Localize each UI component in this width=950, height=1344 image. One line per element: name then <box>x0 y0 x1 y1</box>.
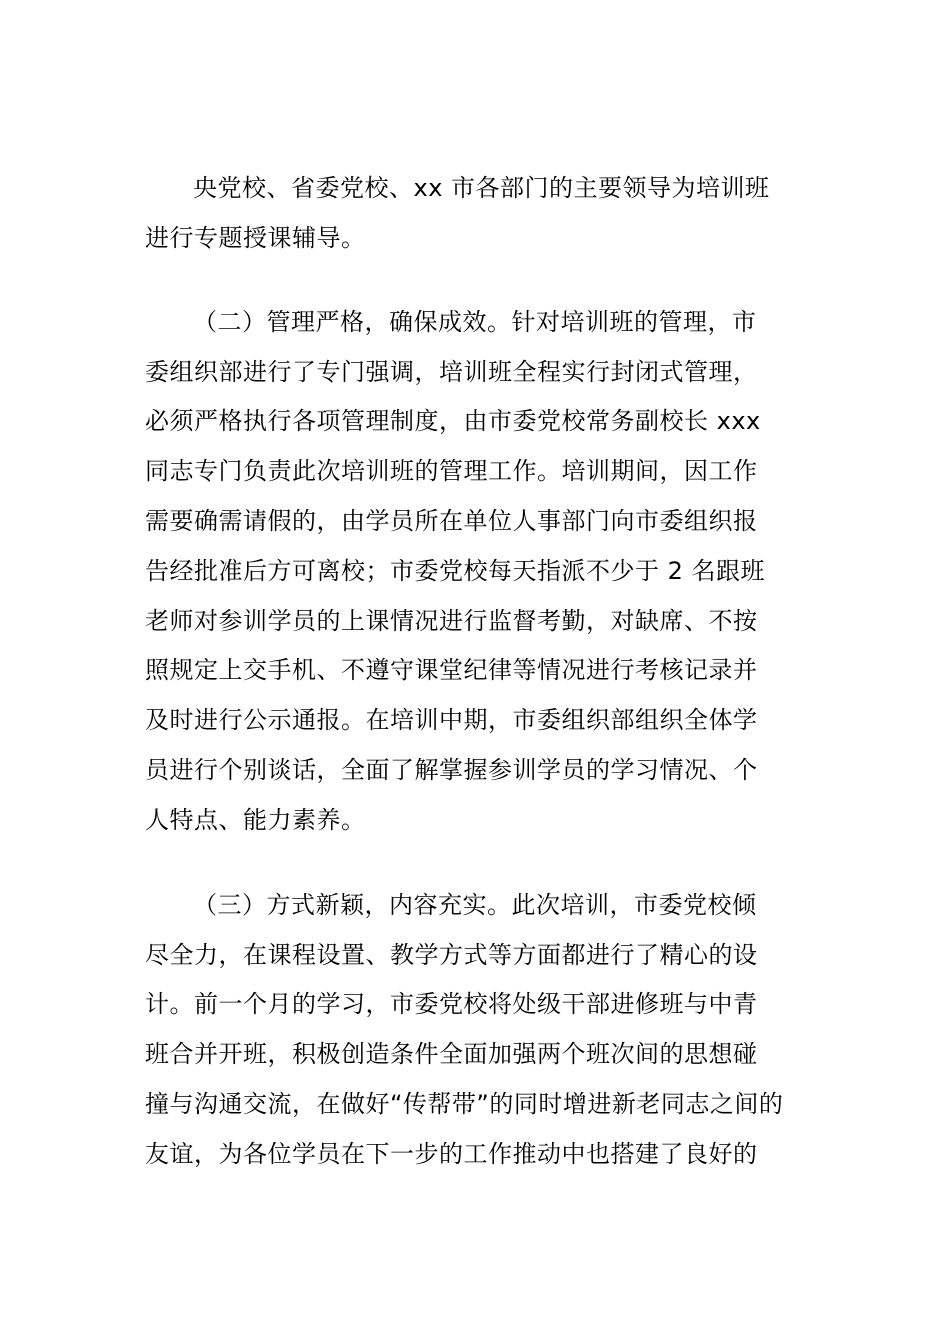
paragraph-2-line-2: 委组织部进行了专门强调，培训班全程实行封闭式管理， <box>145 358 758 386</box>
paragraph-1-line-2: 进行专题授课辅导。 <box>145 224 366 252</box>
paragraph-2-line-7: 老师对参训学员的上课情况进行监督考勤，对缺席、不按 <box>145 607 758 635</box>
paragraph-2-line-8: 照规定上交手机、不遵守课堂纪律等情况进行考核记录并 <box>145 656 758 684</box>
paragraph-3-line-6: 友谊，为各位学员在下一步的工作推动中也搭建了良好的 <box>145 1140 758 1168</box>
paragraph-2-line-9: 及时进行公示通报。在培训中期，市委组织部组织全体学 <box>145 706 758 734</box>
paragraph-3-line-5: 撞与沟通交流，在做好“传帮带”的同时增进新老同志之间的 <box>145 1090 784 1118</box>
paragraph-2-line-1: （二）管理严格，确保成效。针对培训班的管理，市 <box>193 308 757 336</box>
paragraph-2-line-5: 需要确需请假的，由学员所在单位人事部门向市委组织报 <box>145 507 758 535</box>
paragraph-2-line-11: 人特点、能力素养。 <box>145 806 366 834</box>
paragraph-3-line-1: （三）方式新颖，内容充实。此次培训，市委党校倾 <box>193 891 757 919</box>
paragraph-2-line-10: 员进行个别谈话，全面了解掌握参训学员的学习情况、个 <box>145 756 758 784</box>
paragraph-2-line-4: 同志专门负责此次培训班的管理工作。培训期间，因工作 <box>145 457 758 485</box>
paragraph-3-line-3: 计。前一个月的学习，市委党校将处级干部进修班与中青 <box>145 990 758 1018</box>
paragraph-2-line-3: 必须严格执行各项管理制度，由市委党校常务副校长 xxx <box>145 407 761 435</box>
paragraph-2-line-6: 告经批准后方可离校；市委党校每天指派不少于 2 名跟班 <box>145 557 766 585</box>
paragraph-1-line-1: 央党校、省委党校、xx 市各部门的主要领导为培训班 <box>193 174 770 202</box>
paragraph-3-line-2: 尽全力，在课程设置、教学方式等方面都进行了精心的设 <box>145 941 758 969</box>
paragraph-3-line-4: 班合并开班，积极创造条件全面加强两个班次间的思想碰 <box>145 1040 758 1068</box>
